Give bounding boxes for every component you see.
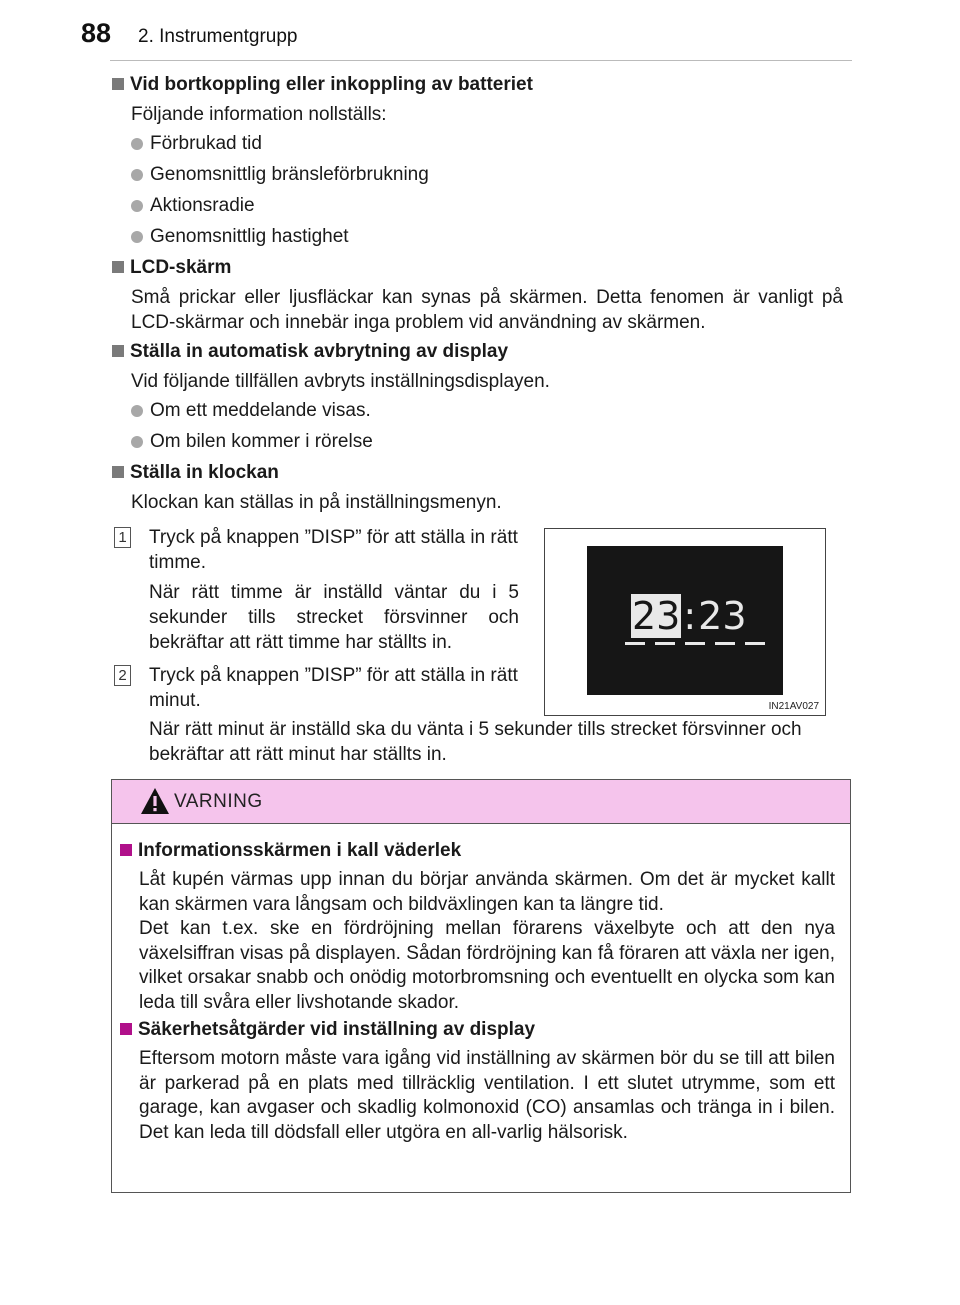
step-1-text: Tryck på knappen ”DISP” för att ställa in rätt timme.	[149, 527, 518, 573]
heading-battery: Vid bortkoppling eller inkoppling av batteriet	[112, 74, 533, 96]
heading-lcd: LCD-skärm	[112, 257, 231, 279]
dash	[745, 642, 765, 645]
list-item: Om ett meddelande visas.	[131, 400, 371, 422]
circle-bullet-icon	[131, 169, 143, 181]
clock-separator: :	[683, 594, 697, 638]
warning-box	[111, 779, 851, 1193]
step-2-text: Tryck på knappen ”DISP” för att ställa in rätt minut.	[149, 665, 518, 711]
setting-dashes	[625, 642, 765, 645]
step-number-1: 1	[114, 527, 131, 548]
clock-hour: 23	[632, 594, 681, 638]
warning-safety-text: Eftersom motorn måste vara igång vid inställning av skärmen bör du se till att bilen är parkerad på en plats med tillräcklig ventilation. I ett slutet utrymme, som ett garage, kan avgaser och skadlig kolmonoxid (CO) ansamlas och tränga in i bilen. Det kan leda till dödsfall eller utgöra en all-varlig hälsorisk.	[139, 1048, 835, 1143]
warning-triangle-icon	[140, 787, 170, 815]
warning-title: VARNING	[174, 791, 263, 812]
list-item: Genomsnittlig bränsleförbrukning	[131, 164, 429, 186]
warning-header	[112, 780, 850, 824]
list-item: Om bilen kommer i rörelse	[131, 431, 373, 453]
warning-cold-text-1: Låt kupén värmas upp innan du börjar använda skärmen. Om det är mycket kallt kan skärmen vara långsam och bildväxlingen kan ta längre tid.	[139, 869, 835, 915]
chapter-title: 2. Instrumentgrupp	[138, 26, 298, 47]
lcd-screen	[587, 546, 783, 695]
step-number-2: 2	[114, 665, 131, 686]
dash	[715, 642, 735, 645]
dash	[685, 642, 705, 645]
list-item: Aktionsradie	[131, 195, 255, 217]
heading-clock: Ställa in klockan	[112, 462, 279, 484]
square-bullet-icon	[112, 78, 124, 90]
warning-cold-text-2: Det kan t.ex. ske en fördröjning mellan förarens växelbyte och att den nya växelsiffran visas på displayen. Sådan fördröjning kan få föraren att växla ner igen, vilket orsakar snabb och onödig motorbromsning och eventuellt en olycka som kan leda till svåra eller livshotande skador.	[139, 918, 835, 1013]
circle-bullet-icon	[131, 436, 143, 448]
clock-display-figure	[544, 528, 826, 716]
circle-bullet-icon	[131, 405, 143, 417]
square-bullet-icon	[112, 261, 124, 273]
lcd-text: Små prickar eller ljusfläckar kan synas på skärmen. Detta fenomen är vanligt på LCD-skärmar och innebär inga problem vid användning av skärmen.	[131, 287, 843, 333]
clock-minute: 23	[698, 594, 747, 638]
list-item: Förbrukad tid	[131, 133, 262, 155]
warning-heading-cold: Informationsskärmen i kall väderlek	[120, 840, 461, 862]
circle-bullet-icon	[131, 138, 143, 150]
square-bullet-icon	[120, 844, 132, 856]
page-number: 88	[81, 18, 112, 48]
warning-heading-safety: Säkerhetsåtgärder vid inställning av display	[120, 1019, 535, 1041]
square-bullet-icon	[112, 345, 124, 357]
step-1-note: När rätt timme är inställd väntar du i 5 sekunder tills strecket försvinner och bekräftar att rätt timme har ställts in.	[149, 582, 519, 653]
square-bullet-icon	[120, 1023, 132, 1035]
battery-intro: Följande information nollställs:	[131, 104, 387, 125]
clock-intro: Klockan kan ställas in på inställningsmenyn.	[131, 492, 502, 513]
dash	[625, 642, 645, 645]
circle-bullet-icon	[131, 200, 143, 212]
dash	[655, 642, 675, 645]
header-divider	[110, 60, 852, 61]
auto-cancel-intro: Vid följande tillfällen avbryts inställningsdisplayen.	[131, 371, 550, 392]
clock-readout	[631, 594, 747, 638]
step-2-note: När rätt minut är inställd ska du vänta i 5 sekunder tills strecket försvinner och bekräftar att rätt minut har ställts in.	[149, 719, 802, 765]
square-bullet-icon	[112, 466, 124, 478]
circle-bullet-icon	[131, 231, 143, 243]
heading-auto-cancel: Ställa in automatisk avbrytning av display	[112, 341, 508, 363]
figure-code: IN21AV027	[768, 701, 819, 712]
list-item: Genomsnittlig hastighet	[131, 226, 349, 248]
